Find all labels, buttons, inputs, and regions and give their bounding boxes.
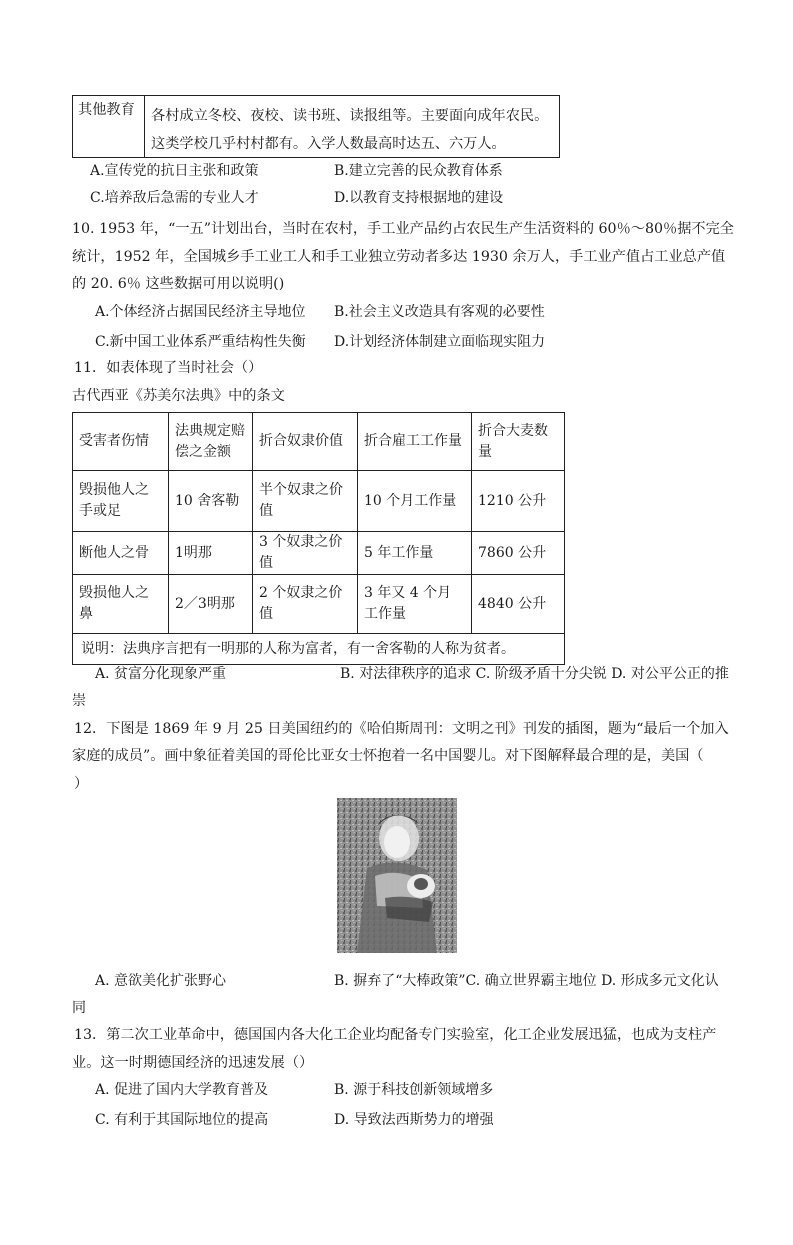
table-header-cell: 折合大麦数量 [472,413,565,471]
table-cell: 1明那 [169,532,253,575]
table-note: 说明：法典序言把有一明那的人称为富者，有一舍客勒的人称为贫者。 [73,634,565,665]
q10-stem-line1: 10. 1953 年，“一五”计划出台，当时在农村，手工业产品约占农民生产生活资料的 60％～80％据不完全 [72,221,734,237]
q11-option-a[interactable]: A. 贫富分化现象严重 [95,666,227,682]
q13-option-a[interactable]: A. 促进了国内大学教育普及 [95,1082,269,1098]
q9-table-label: 其他教育 [73,96,145,157]
harpers-weekly-illustration [337,798,457,953]
table-cell: 半个奴隶之价值 [253,471,358,532]
table-cell: 毁损他人之鼻 [73,575,169,634]
table-cell: 10 个月工作量 [358,471,472,532]
q13-stem-line2: 业。这一时期德国经济的迅速发展（） [72,1055,314,1071]
q9-option-d[interactable]: D.以教育支持根据地的建设 [334,190,504,206]
table-cell: 4840 公升 [472,575,565,634]
q11-options-tail: 崇 [72,693,86,709]
table-cell: 3 个奴隶之价值 [253,532,358,575]
table-cell: 3 年又 4 个月工作量 [358,575,472,634]
q12-options-tail: 同 [72,1000,86,1016]
q9-table [72,95,560,158]
table-header-row [73,413,565,471]
table-header-cell: 折合奴隶价值 [253,413,358,471]
q12-options-bcd[interactable]: B. 摒弃了“大棒政策”C. 确立世界霸主地位 D. 形成多元文化认 [334,973,719,989]
table-note-row [73,634,565,665]
table-row [73,471,565,532]
table-cell: 1210 公升 [472,471,565,532]
table-row [73,575,565,634]
q12-stem-line3: ） [74,776,89,792]
q9-option-c[interactable]: C.培养敌后急需的专业人才 [90,190,259,206]
q9-table-content: 各村成立冬校、夜校、读书班、读报组等。主要面向成年农民。这类学校几乎村村都有。入学人数最高时达五、六万人。 [151,108,549,152]
q10-option-b[interactable]: B.社会主义改造具有客观的必要性 [334,304,545,320]
q10-stem-line3: 的 20. 6％ 这些数据可用以说明() [72,276,285,292]
table-cell: 5 年工作量 [358,532,472,575]
q11-options-bcd[interactable]: B. 对法律秩序的追求 C. 阶级矛盾十分尖锐 D. 对公平公正的推 [340,666,729,682]
q12-stem-line1: 12．下图是 1869 年 9 月 25 日美国纽约的《哈伯斯周刊：文明之刊》刊发的插图，题为“最后一个加入 [74,721,729,737]
table-cell: 毁损他人之手或足 [73,471,169,532]
q10-option-a[interactable]: A.个体经济占据国民经济主导地位 [95,304,306,320]
table-header-cell: 受害者伤情 [73,413,169,471]
q10-stem-line2: 统计，1952 年，全国城乡手工业工人和手工业独立劳动者多达 1930 余万人，手工业产值占工业总产值 [72,249,726,265]
q11-stem: 11．如表体现了当时社会（） [74,360,263,376]
q9-option-b[interactable]: B.建立完善的民众教育体系 [334,163,503,179]
table-header-cell: 法典规定赔偿之金额 [169,413,253,471]
q13-stem-line1: 13．第二次工业革命中，德国国内各大化工企业均配备专门实验室，化工企业发展迅猛，也成为支柱产 [74,1027,717,1043]
table-header-cell: 折合雇工工作量 [358,413,472,471]
q13-option-c[interactable]: C. 有利于其国际地位的提高 [95,1112,269,1128]
q9-option-a[interactable]: A.宣传党的抗日主张和政策 [90,163,259,179]
q11-table-title: 古代西亚《苏美尔法典》中的条文 [72,388,285,404]
table-row [73,532,565,575]
q12-stem-line2: 家庭的成员”。画中象征着美国的哥伦比亚女士怀抱着一名中国婴儿。对下图解释最合理的是，美国（ [72,748,704,764]
q10-option-d[interactable]: D.计划经济体制建立面临现实阻力 [334,334,546,350]
table-cell: 断他人之骨 [73,532,169,575]
table-cell: 2 个奴隶之价值 [253,575,358,634]
q13-option-d[interactable]: D. 导致法西斯势力的增强 [334,1112,494,1128]
table-cell: 10 舍客勒 [169,471,253,532]
table-cell: 2／3明那 [169,575,253,634]
q13-option-b[interactable]: B. 源于科技创新领域增多 [334,1082,494,1098]
sumerian-law-table [72,412,565,665]
table-cell: 7860 公升 [472,532,565,575]
q12-option-a[interactable]: A. 意欲美化扩张野心 [95,973,227,989]
q10-option-c[interactable]: C.新中国工业体系严重结构性失衡 [95,334,306,350]
